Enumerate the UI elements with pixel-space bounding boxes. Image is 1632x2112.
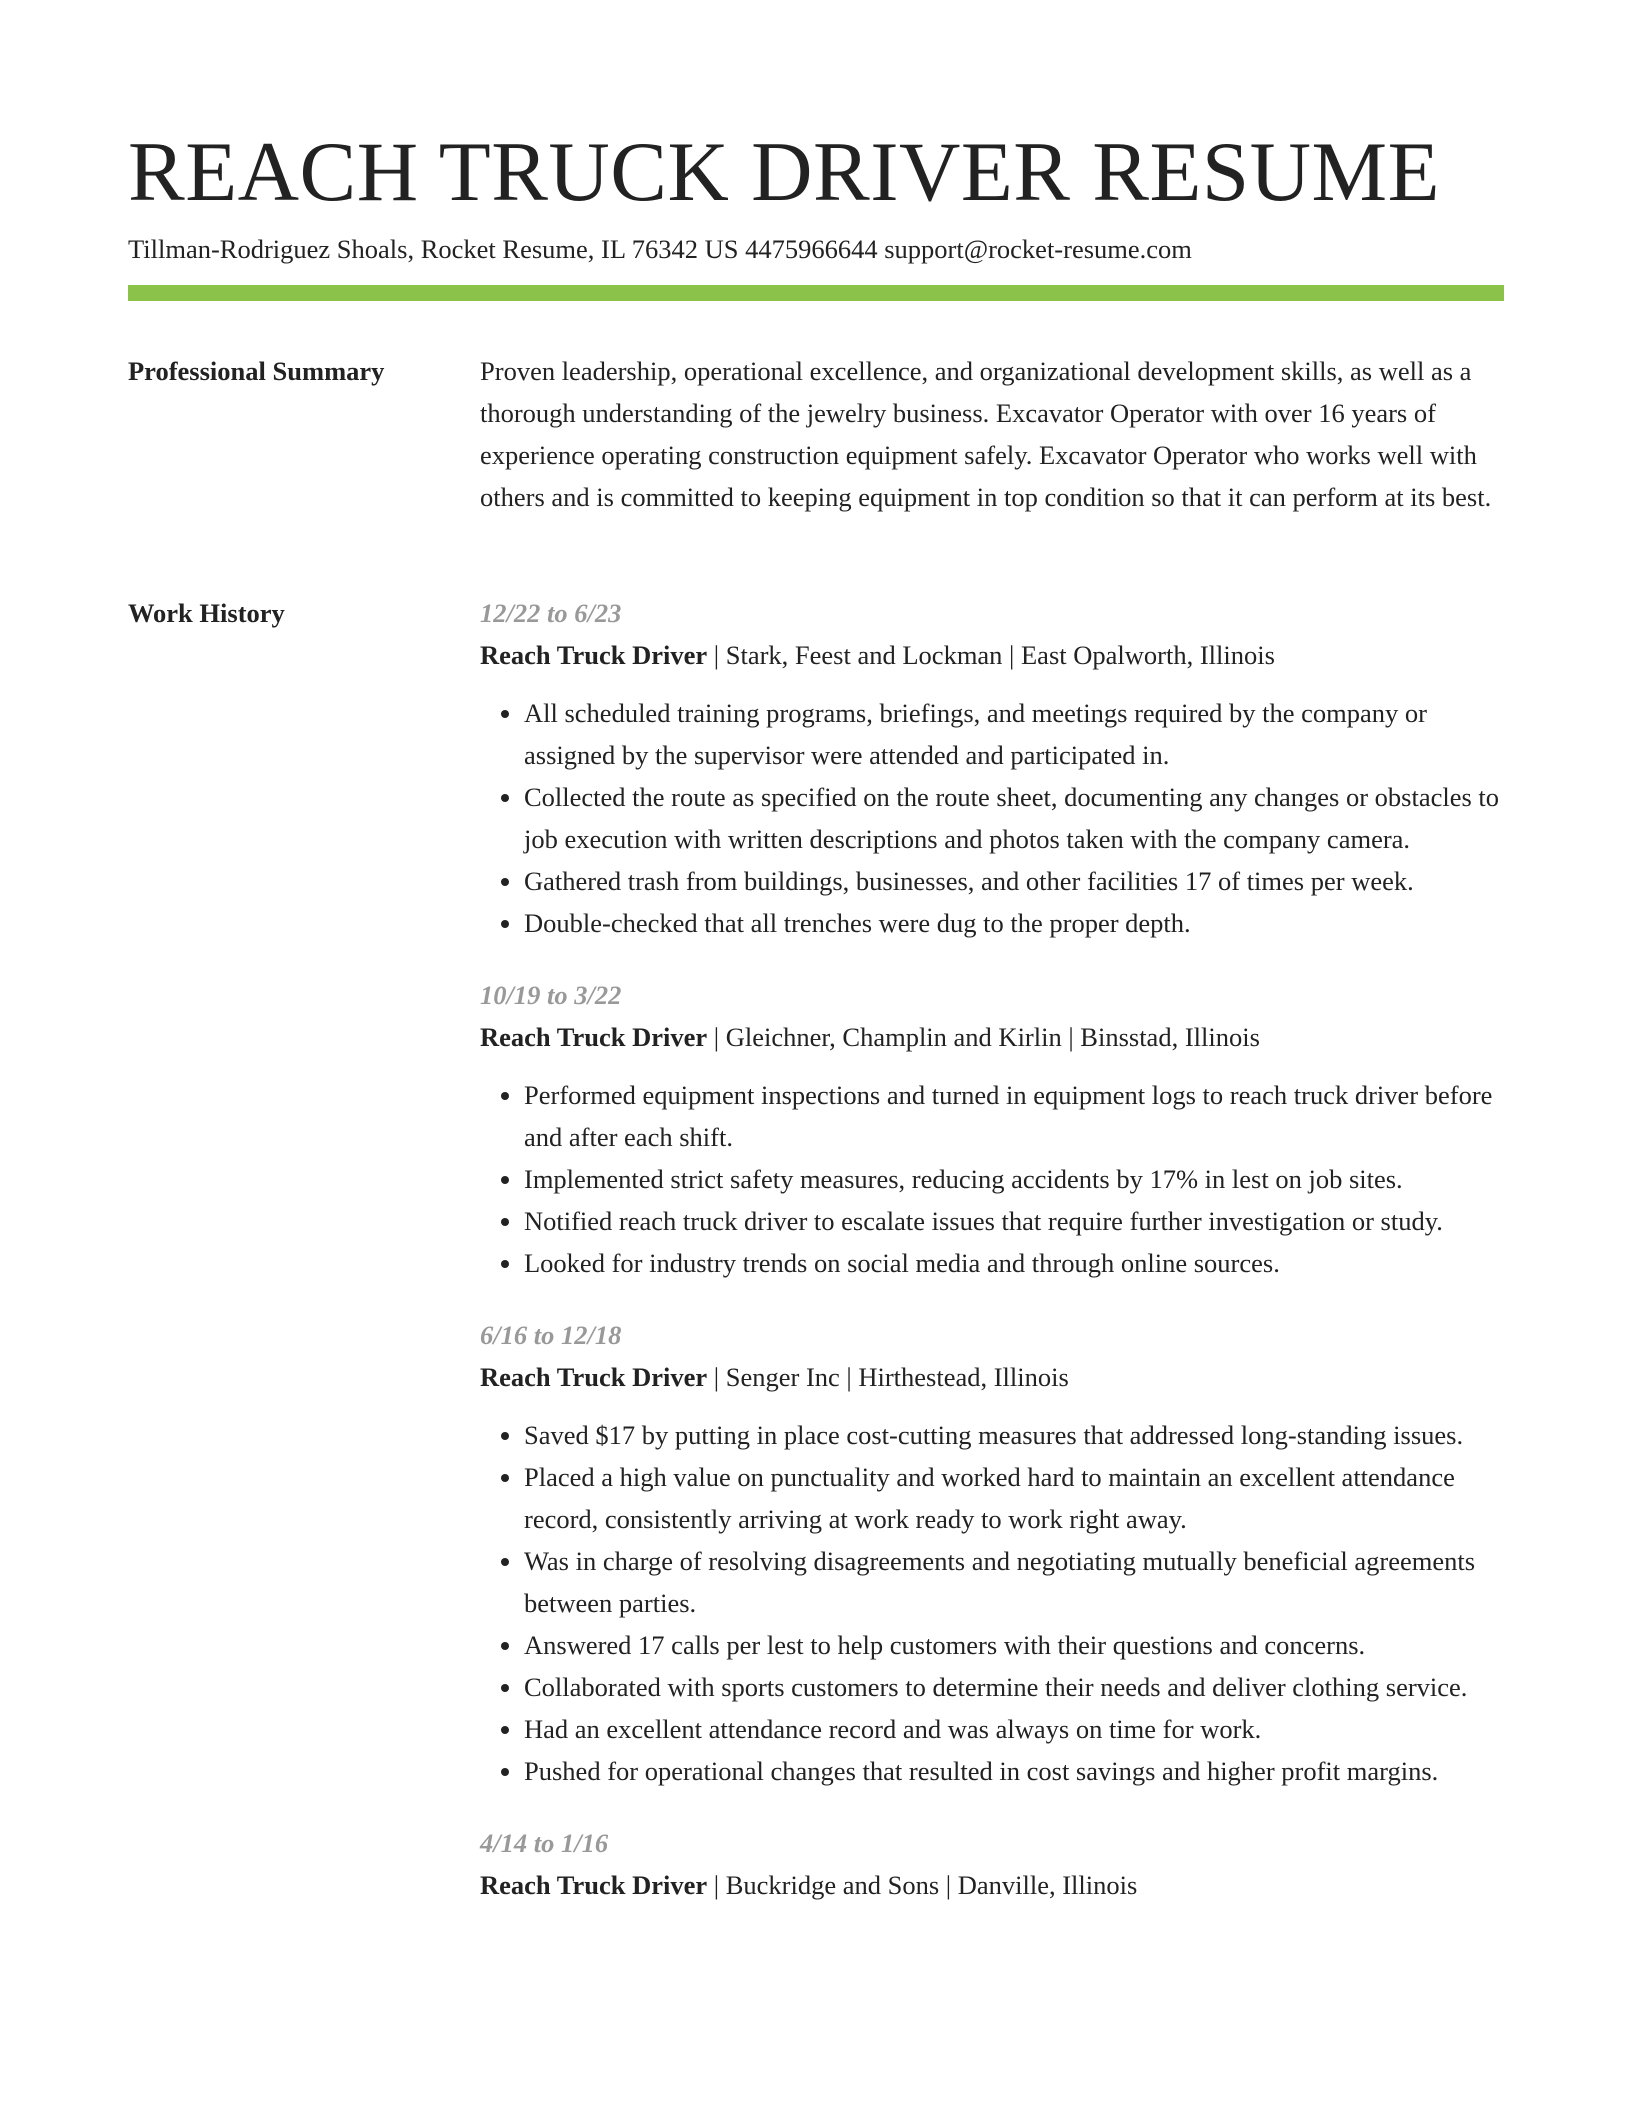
job-bullet: • Double-checked that all trenches were dug to the proper depth. — [524, 902, 1510, 944]
job-heading — [480, 1356, 1510, 1398]
job-heading — [480, 1016, 1510, 1058]
job-bullet: • Collaborated with sports customers to determine their needs and deliver clothing service. — [524, 1666, 1510, 1708]
job-entry — [480, 1822, 1510, 1906]
job-title: Reach Truck Driver — [480, 1870, 708, 1900]
job-heading — [480, 1864, 1510, 1906]
job-bullets — [480, 1074, 1510, 1284]
job-bullet: • Placed a high value on punctuality and worked hard to maintain an excellent attendance record, consistently arriving at work ready to work right away. — [524, 1456, 1510, 1540]
job-bullets — [480, 1414, 1510, 1792]
job-bullet: • Collected the route as specified on the route sheet, documenting any changes or obstacles to job execution with written descriptions and photos taken with the company camera. — [524, 776, 1510, 860]
job-bullet: • Was in charge of resolving disagreements and negotiating mutually beneficial agreements between parties. — [524, 1540, 1510, 1624]
job-bullet: • Implemented strict safety measures, reducing accidents by 17% in lest on job sites. — [524, 1158, 1510, 1200]
summary-text: Proven leadership, operational excellence, and organizational development skills, as well as a thorough understanding of the jewelry business. Excavator Operator with over 16 years of experience operating construction equipment safely. Excavator Operator who works well with others and is committed to keeping equipment in top condition so that it can perform at its best. — [480, 356, 1492, 512]
job-bullet: • Answered 17 calls per lest to help customers with their questions and concerns. — [524, 1624, 1510, 1666]
job-bullet: • Notified reach truck driver to escalate issues that require further investigation or study. — [524, 1200, 1510, 1242]
work-history-section — [480, 592, 1510, 1906]
job-bullet: • Pushed for operational changes that resulted in cost savings and higher profit margins. — [524, 1750, 1510, 1792]
job-title: Reach Truck Driver — [480, 1362, 708, 1392]
contact-line: Tillman-Rodriguez Shoals, Rocket Resume, IL 76342 US 4475966644 support@rocket-resume.com — [128, 234, 1192, 264]
job-dates: 12/22 to 6/23 — [480, 598, 622, 628]
job-bullet: • All scheduled training programs, briefings, and meetings required by the company or assigned by the supervisor were attended and participated in. — [524, 692, 1510, 776]
header-divider — [128, 285, 1504, 301]
job-bullet: • Gathered trash from buildings, businesses, and other facilities 17 of times per week. — [524, 860, 1510, 902]
job-details: | Senger Inc | Hirthestead, Illinois — [707, 1362, 1069, 1392]
job-entry — [480, 974, 1510, 1284]
job-dates: 6/16 to 12/18 — [480, 1320, 622, 1350]
job-bullet: • Had an excellent attendance record and was always on time for work. — [524, 1708, 1510, 1750]
job-details: | Gleichner, Champlin and Kirlin | Binsstad, Illinois — [707, 1022, 1260, 1052]
job-bullet: • Performed equipment inspections and turned in equipment logs to reach truck driver before and after each shift. — [524, 1074, 1510, 1158]
work-history-label: Work History — [128, 598, 285, 628]
summary-label: Professional Summary — [128, 356, 385, 386]
job-bullets — [480, 692, 1510, 944]
summary-section — [480, 350, 1510, 518]
job-dates: 4/14 to 1/16 — [480, 1828, 609, 1858]
job-entry — [480, 1314, 1510, 1792]
job-bullet: • Saved $17 by putting in place cost-cutting measures that addressed long-standing issues. — [524, 1414, 1510, 1456]
job-entry — [480, 592, 1510, 944]
resume-title: REACH TRUCK DRIVER RESUME — [128, 125, 1441, 219]
job-bullet: • Looked for industry trends on social media and through online sources. — [524, 1242, 1510, 1284]
job-details: | Stark, Feest and Lockman | East Opalworth, Illinois — [707, 640, 1275, 670]
job-title: Reach Truck Driver — [480, 1022, 708, 1052]
job-title: Reach Truck Driver — [480, 640, 708, 670]
job-dates: 10/19 to 3/22 — [480, 980, 622, 1010]
job-heading — [480, 634, 1510, 676]
job-details: | Buckridge and Sons | Danville, Illinois — [707, 1870, 1138, 1900]
